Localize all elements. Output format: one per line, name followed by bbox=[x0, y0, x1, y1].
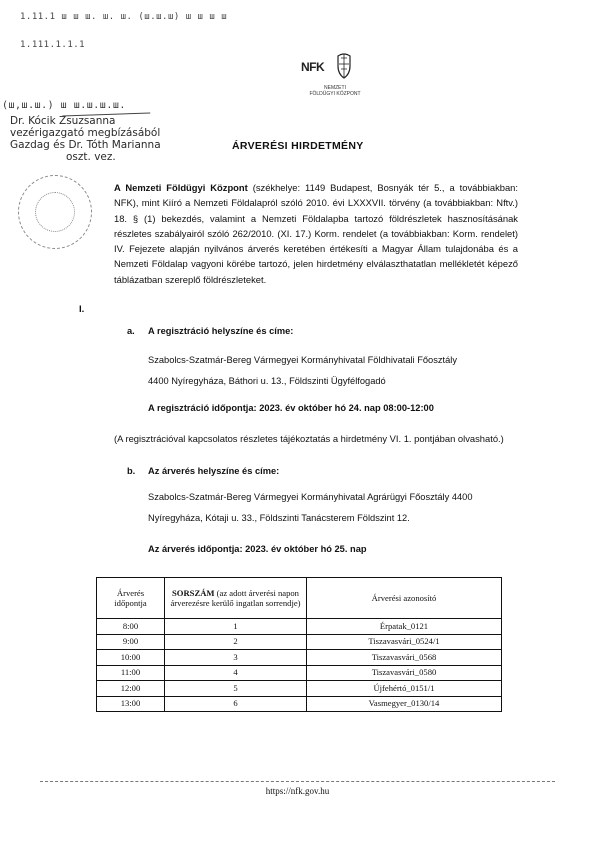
cell-order: 5 bbox=[165, 681, 307, 697]
approval-block bbox=[10, 115, 161, 163]
header-order-number-detail: (az adott árverési napon árverezésre kerülő ingatlan sorrendje) bbox=[170, 588, 301, 608]
table-row bbox=[97, 619, 502, 635]
official-seal-inner bbox=[35, 192, 75, 232]
cell-time: 11:00 bbox=[97, 665, 165, 681]
cell-order: 6 bbox=[165, 696, 307, 712]
cell-auction-id: Érpatak_0121 bbox=[307, 619, 502, 635]
nfk-logo bbox=[300, 50, 360, 80]
auction-schedule-table bbox=[96, 577, 502, 712]
registration-note: (A regisztrációval kapcsolatos részletes tájékoztatás a hirdetmény VI. 1. pontjában olvasható.) bbox=[114, 433, 504, 444]
intro-org-name: A Nemzeti Földügyi Központ bbox=[114, 182, 248, 193]
cell-time: 13:00 bbox=[97, 696, 165, 712]
header-handwriting-line2: 1.111.1.1.1 bbox=[20, 40, 86, 50]
table-row bbox=[97, 681, 502, 697]
item-b-label: b. bbox=[127, 466, 136, 476]
header-handwriting-line1: 1.11.1 ш ш ш. ш. ш. (ш.ш.ш) ш ш ш ш bbox=[20, 12, 228, 22]
item-b-heading: Az árverés helyszíne és címe: bbox=[148, 466, 280, 476]
cell-auction-id: Újfehértó_0151/1 bbox=[307, 681, 502, 697]
cell-auction-id: Vasmegyer_0130/14 bbox=[307, 696, 502, 712]
footer-divider bbox=[40, 781, 555, 782]
item-a-location-line2: 4400 Nyíregyháza, Báthori u. 13., Földszinti Ügyfélfogadó bbox=[148, 376, 386, 386]
footer-url[interactable]: https://nfk.gov.hu bbox=[265, 786, 330, 796]
header-order-number-bold: SORSZÁM bbox=[172, 588, 215, 598]
approval-name: Dr. Kócik Zsuzsanna bbox=[10, 115, 116, 127]
logo-letters: NFK bbox=[301, 60, 325, 74]
table-row bbox=[97, 696, 502, 712]
cell-auction-id: Tiszavasvári_0568 bbox=[307, 650, 502, 666]
intro-text: (székhelye: 1149 Budapest, Bosnyák tér 5., a továbbiakban: NFK), mint Kiíró a Nemzeti Földalapról szóló 2010. évi LXXXVII. törvény (a továbbiakban: Nftv.) 18. § (1) bekezdés, valamint a Nemzeti Földalapba tartozó földrészletek hasznosításának részletes szabályairól szóló 262/2010. (XI. 17.) Korm. rendelet (a továbbiakban: Korm. rendelet) IV. Fejezete alapján nyilvános árverés keretében értékesíti a Magyar Állam tulajdonába és a Nemzeti Földalap vagyoni körébe tartozó, jelen hirdetmény elválaszthatatlan mellékletét képező táblázatban szereplő földrészleteket. bbox=[114, 182, 518, 285]
item-b-location-line1: Szabolcs-Szatmár-Bereg Vármegyei Kormányhivatal Agrárügyi Főosztály 4400 bbox=[148, 492, 473, 502]
header-auction-id: Árverési azonosító bbox=[307, 578, 502, 619]
document-title: ÁRVERÉSI HIRDETMÉNY bbox=[232, 140, 364, 152]
item-a-heading: A regisztráció helyszíne és címe: bbox=[148, 326, 294, 336]
table-row bbox=[97, 665, 502, 681]
signature-scribble bbox=[62, 96, 151, 116]
approval-deputy: Gazdag és Dr. Tóth Marianna bbox=[10, 139, 161, 151]
approval-role: vezérigazgató megbízásából bbox=[10, 127, 161, 139]
table-row bbox=[97, 650, 502, 666]
cell-time: 12:00 bbox=[97, 681, 165, 697]
logo-org-line1: NEMZETI bbox=[324, 85, 346, 91]
official-seal bbox=[18, 175, 92, 249]
cell-time: 9:00 bbox=[97, 634, 165, 650]
cell-time: 10:00 bbox=[97, 650, 165, 666]
cell-order: 4 bbox=[165, 665, 307, 681]
table-header-row bbox=[97, 578, 502, 619]
item-a-label: a. bbox=[127, 326, 135, 336]
intro-paragraph bbox=[114, 180, 518, 287]
table-row bbox=[97, 634, 502, 650]
header-order-number bbox=[165, 578, 307, 619]
cell-auction-id: Tiszavasvári_0524/1 bbox=[307, 634, 502, 650]
item-b-time: Az árverés időpontja: 2023. év október hó 25. nap bbox=[148, 544, 367, 554]
cell-order: 2 bbox=[165, 634, 307, 650]
logo-org-line2: FÖLDÜGYI KÖZPONT bbox=[309, 91, 361, 97]
cell-auction-id: Tiszavasvári_0580 bbox=[307, 665, 502, 681]
item-b-location-line2: Nyíregyháza, Kótaji u. 33., Földszinti Tanácsterem Földszint 12. bbox=[148, 513, 410, 523]
section-heading-i: I. bbox=[79, 304, 85, 315]
item-a-time: A regisztráció időpontja: 2023. év október hó 24. nap 08:00-12:00 bbox=[148, 403, 434, 413]
cell-order: 3 bbox=[165, 650, 307, 666]
approval-dept: oszt. vez. bbox=[66, 151, 116, 163]
cell-time: 8:00 bbox=[97, 619, 165, 635]
item-a-location-line1: Szabolcs-Szatmár-Bereg Vármegyei Kormányhivatal Földhivatali Főosztály bbox=[148, 355, 457, 365]
logo-org-name bbox=[300, 85, 370, 97]
cell-order: 1 bbox=[165, 619, 307, 635]
approval-handwritten-date: (ш,ш.ш.) ш ш.ш.ш.ш. bbox=[2, 100, 126, 111]
header-auction-time: Árverés időpontja bbox=[97, 578, 165, 619]
